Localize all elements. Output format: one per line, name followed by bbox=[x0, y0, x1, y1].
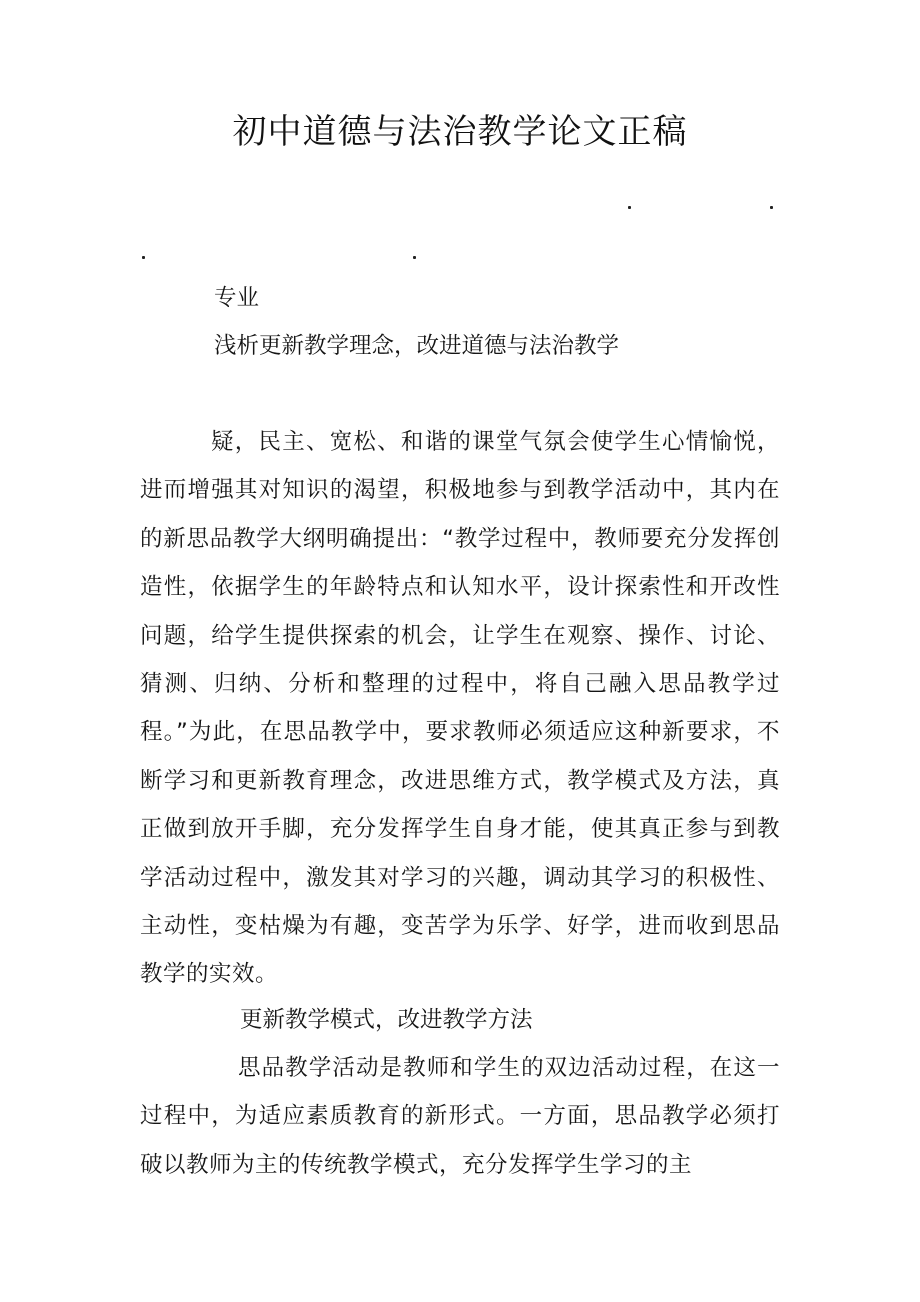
document-subtitle: 浅析更新教学理念，改进道德与法治教学 bbox=[214, 333, 620, 359]
section-label: 专业 bbox=[214, 285, 260, 311]
dot-mark bbox=[770, 206, 773, 209]
body-paragraph: 疑，民主、宽松、和谐的课堂气氛会使学生心情愉悦，进而增强其对知识的渴望，积极地参与到教学活动中，其内在的新思品教学大纲明确提出：“教学过程中，教师要充分发挥创造性，依据学生的年龄特点和认知水平，设计探索性和开改性问题，给学生提供探索的机会，让学生在观察、操作、讨论、猜测、归纳、分析和整理的过程中，将自己融入思品教学过程。”为此，在思品教学中，要求教师必须适应这种新要求，不断学习和更新教育理念，改进思维方式，教学模式及方法，真正做到放开手脚，充分发挥学生自身才能，使其真正参与到教学活动过程中，激发其对学习的兴趣，调动其学习的积极性、主动性，变枯燥为有趣，变苦学为乐学、好学，进而收到思品教学的实效。 bbox=[140, 429, 780, 988]
section-heading: 更新教学模式，改进教学方法 bbox=[240, 1007, 533, 1033]
dot-mark bbox=[413, 256, 416, 259]
body-paragraph: 思品教学活动是教师和学生的双边活动过程，在这一过程中，为适应素质教育的新形式。一方面，思品教学必须打破以教师为主的传统教学模式，充分发挥学生学习的主 bbox=[140, 1055, 780, 1178]
dot-mark bbox=[628, 206, 631, 209]
dot-mark bbox=[142, 256, 145, 259]
document-title: 初中道德与法治教学论文正稿 bbox=[232, 112, 688, 152]
